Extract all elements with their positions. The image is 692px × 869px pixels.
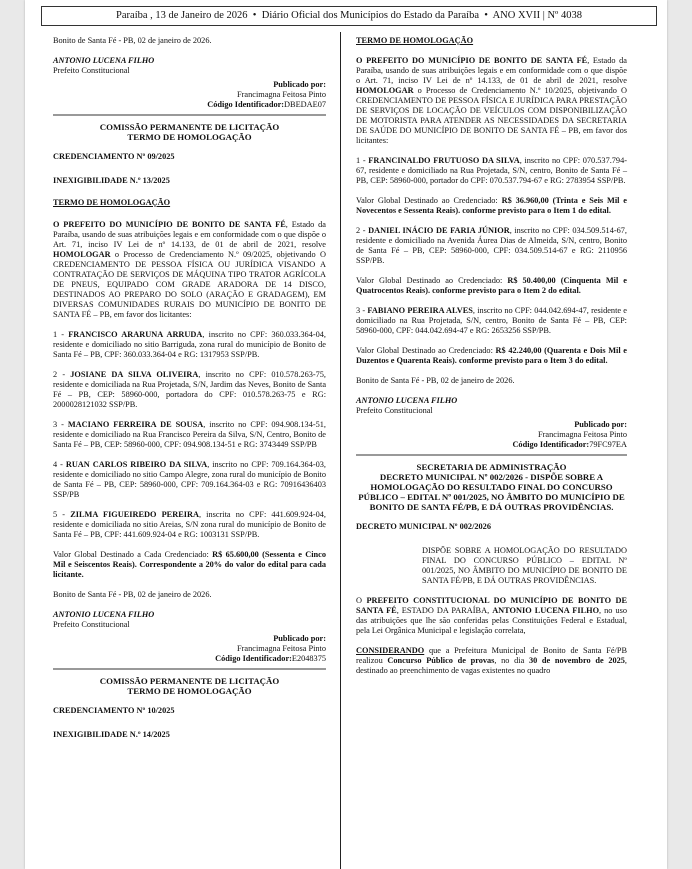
commission-title: COMISSÃO PERMANENTE DE LICITAÇÃO — [99, 676, 280, 686]
header-publication: Diário Oficial dos Municípios do Estado da Paraíba — [261, 10, 479, 21]
intro-date: Bonito de Santa Fé - PB, 02 de janeiro de 2026. — [53, 36, 212, 45]
signer-name: ANTONIO LUCENA FILHO — [53, 610, 155, 619]
valor-global: Valor Global Destinado a Cada Credenciado: R$ 65.600,00 (Sessenta e Cinco Mil e Seiscentos Reais). Correspondente a 20% do valor do edital para cada licitante. — [53, 550, 326, 579]
inexigibilidade-number: INEXIGIBILIDADE N.º 13/2025 — [53, 176, 170, 185]
published-by-label: Publicado por: — [574, 420, 627, 429]
header-city-date: Paraíba , 13 de Janeiro de 2026 — [116, 10, 248, 21]
signer-name: ANTONIO LUCENA FILHO — [53, 56, 155, 65]
code-label: Código Identificador: — [215, 654, 292, 663]
secretaria-title: SECRETARIA DE ADMINISTRAÇÃO — [416, 462, 567, 472]
commission-title: COMISSÃO PERMANENTE DE LICITAÇÃO — [99, 122, 280, 132]
code-value: 79FC97EA — [589, 440, 627, 449]
decreto-title: DECRETO MUNICIPAL Nº 002/2026 - DISPÕE SOBRE A HOMOLOGAÇÃO DO RESULTADO FINAL DO CONCURSO PÚBLICO – EDITAL Nº 001/2025, NO ÂMBITO DO MUNICÍPIO DE BONITO DE SANTA FÉ/PB, E DÁ OUTRAS PROVIDÊNCIAS. — [358, 472, 625, 512]
publisher-name: Francimagna Feitosa Pinto — [237, 644, 326, 653]
termo-title: TERMO DE HOMOLOGAÇÃO — [127, 132, 252, 142]
published-by-label: Publicado por: — [273, 634, 326, 643]
publisher-name: Francimagna Feitosa Pinto — [538, 430, 627, 439]
column-divider — [340, 32, 341, 869]
left-column — [53, 36, 326, 750]
header-edition: ANO XVII | Nº 4038 — [492, 10, 582, 21]
credenciado-item: 3 - FABIANO PEREIRA ALVES, inscrito no CPF: 044.042.694-47, residente e domiciliado na Rua Projetada, S/N, centro, Bonito de Santa Fé – PB, CEP: 58960-000, CPF: 044.042.694-47 e RG: 2653256 SSP/PB. — [356, 306, 627, 335]
right-column — [356, 36, 627, 686]
valor-global: Valor Global Destinado ao Credenciado: R$ 42.240,00 (Quarenta e Dois Mil e Duzentos e Quarenta Reais). conforme previsto para o Item 3 do edital. — [356, 346, 627, 365]
termo-heading: TERMO DE HOMOLOGAÇÃO — [53, 198, 171, 207]
signer-name: ANTONIO LUCENA FILHO — [356, 396, 458, 405]
date-line: Bonito de Santa Fé - PB, 02 de janeiro de 2026. — [356, 376, 515, 385]
homologation-body: O PREFEITO DO MUNICÍPIO DE BONITO DE SANTA FÉ, Estado da Paraíba, usando de suas atribuições legais e em conformidade com o que dispõe o Art. 71, inciso IV Lei de nº 14.133, de 01 de abril de 2021, resolve HOMOLOGAR o Processo de Credenciamento N.º 10/2025, objetivando O CREDENCIAMENTO DE PESSOA FÍSICA E JURÍDICA PARA PRESTAÇÃO DE SERVIÇOS DE LOCAÇÃO DE VEÍCULOS COM DISPONIBILIZAÇÃO DE MOTORISTA PARA ATENDER AS NECESSIDADES DA SECRETARIA DE SAÚDE DO MUNICÍPIO DE BONITO DE SANTA FÉ – PB, em favor dos licitantes: — [356, 56, 627, 145]
published-by-label: Publicado por: — [273, 80, 326, 89]
credenciamento-number: CREDENCIAMENTO Nº 10/2025 — [53, 706, 175, 715]
section-separator — [356, 454, 627, 456]
credenciamento-number: CREDENCIAMENTO Nº 09/2025 — [53, 152, 175, 161]
signature-block-1 — [53, 56, 326, 110]
section-separator — [53, 114, 326, 116]
newspaper-page — [25, 0, 667, 869]
signature-block-2 — [53, 610, 326, 664]
publisher-name: Francimagna Feitosa Pinto — [237, 90, 326, 99]
signature-block-3 — [356, 396, 627, 450]
code-label: Código Identificador: — [512, 440, 590, 449]
licitante-item: 4 - RUAN CARLOS RIBEIRO DA SILVA, inscrito no CPF: 709.164.364-03, residente e domiciliado no sitio Campo Alegre, zona rural do município de Bonito de Santa Fé – PB, CEP: 58960-000, CPF: 709.164.364-03 e RG: 70916436403 SSP/PB — [53, 460, 326, 499]
prefeito-paragraph: O PREFEITO CONSTITUCIONAL DO MUNICÍPIO DE BONITO DE SANTA FÉ, ESTADO DA PARAÍBA, ANTONIO LUCENA FILHO, no uso das atribuições que lhe são conferidas pelas Constituições Federal e Estadual, pela Lei Orgânica Municipal e legislação correlata, — [356, 596, 627, 635]
signer-role: Prefeito Constitucional — [53, 620, 130, 629]
section-separator — [53, 668, 326, 670]
code-label: Código Identificador: — [207, 100, 285, 109]
signer-role: Prefeito Constitucional — [356, 406, 433, 415]
licitante-item: 1 - FRANCISCO ARARUNA ARRUDA, inscrito no CPF: 360.033.364-04, residente e domiciliado no sitio Barriguda, zona rural do município de Bonito de Santa Fé – PB, CPF: 360.033.364-04 e RG: 1317953 SSP/PB. — [53, 330, 326, 359]
licitante-item: 3 - MACIANO FERREIRA DE SOUSA, inscrito no CPF: 094.908.134-51, residente e domiciliado na Rua Francisco Pereira da Silva, S/N, Centro, Bonito de Santa Fé – PB, CEP: 58960-000, CPF: 094.908.134-51 e RG: 3743449 SSP/PB — [53, 420, 326, 449]
termo-title: TERMO DE HOMOLOGAÇÃO — [127, 686, 252, 696]
code-value: E2048375 — [291, 654, 326, 663]
valor-global: Valor Global Destinado ao Credenciado: R$ 50.400,00 (Cinquenta Mil e Quatrocentos Reais). conforme previsto para o Item 2 do edital. — [356, 276, 627, 295]
considerando-paragraph: CONSIDERANDO que a Prefeitura Municipal de Bonito de Santa Fé/PB realizou Concurso Público de provas, no dia 30 de novembro de 2025, destinado ao preenchimento de vagas existentes no quadro — [356, 646, 627, 675]
valor-global: Valor Global Destinado ao Credenciado: R$ 36.960,00 (Trinta e Seis Mil e Novecentos e Sessenta Reais). conforme previsto para o Item 1 do edital. — [356, 196, 627, 215]
termo-heading: TERMO DE HOMOLOGAÇÃO — [356, 36, 474, 45]
credenciado-item: 2 - DANIEL INÁCIO DE FARIA JÚNIOR, inscrito no CPF: 034.509.514-67, residente e domiciliado na Avenida Áurea Dias de Almeida, S/N, centro, Bonito de Santa Fé – PB, CEP: 58960-000, CPF: 034.509.514-67 e RG: 2110956 SSP/PB. — [356, 226, 627, 265]
licitante-item: 2 - JOSIANE DA SILVA OLIVEIRA, inscrito no CPF: 010.578.263-75, residente e domiciliada na Rua Projetada, S/N, Jardim das Neves, Bonito de Santa Fé – PB, CEP: 58960-000, portadora do CPF: 010.578.263-75 e RG: 2000028121032 SSP/PB. — [53, 370, 327, 409]
code-value: DBEDAE07 — [284, 100, 326, 109]
decreto-heading: DECRETO MUNICIPAL Nº 002/2026 — [356, 522, 491, 531]
signer-role: Prefeito Constitucional — [53, 66, 130, 75]
decreto-ementa: DISPÕE SOBRE A HOMOLOGAÇÃO DO RESULTADO FINAL DO CONCURSO PÚBLICO – EDITAL Nº 001/2025, NO ÂMBITO DO MUNICÍPIO DE BONITO DE SANTA FÉ/PB, E DÁ OUTRAS PROVIDÊNCIAS. — [422, 546, 627, 585]
credenciado-item: 1 - FRANCINALDO FRUTUOSO DA SILVA, inscrito no CPF: 070.537.794-67, residente e domiciliado na Rua Projetada, S/N, centro, Bonito de Santa Fé – PB, CEP: 58960-000, portador do CPF: 070.537.794-67 e RG: 2783954 SSP/PB. — [356, 156, 627, 185]
homologation-body: O PREFEITO DO MUNICÍPIO DE BONITO DE SANTA FÉ, Estado da Paraíba, usando de suas atribuições legais e em conformidade com o que dispõe o Art. 71, inciso IV Lei de nº 14.133, de 01 de abril de 2021, resolve HOMOLOGAR o Processo de Credenciamento N.º 09/2025, objetivando O CREDENCIAMENTO DE PESSOA FÍSICA OU JURÍDICA VISANDO A CONTRATAÇÃO DE SERVIÇOS DE MÁQUINA TIPO TRATOR AGRÍCOLA DE PNEUS, EQUIPADO COM GRADE ARADORA DE 14 DISCO, DESTINADOS AO PREPARO DO SOLO (ARAÇÃO E GRADAGEM), EM DIVERSAS COMUNIDADES RURAIS DO MUNICÍPIO DE BONITO DE SANTA FÉ – PB, em favor dos licitantes: — [53, 220, 326, 319]
inexigibilidade-number: INEXIGIBILIDADE N.º 14/2025 — [53, 730, 170, 739]
date-line: Bonito de Santa Fé - PB, 02 de janeiro de 2026. — [53, 590, 212, 599]
licitante-item: 5 - ZILMA FIGUEIREDO PEREIRA, inscrita no CPF: 441.609.924-04, residente e domiciliada no sitio Areias, S/N zona rural do município de Bonito de Santa Fé – PB, CPF: 441.609.924-04 e RG: 1003131 SSP/PB. — [53, 510, 327, 539]
page-header: Paraíba , 13 de Janeiro de 2026 • Diário Oficial dos Municípios do Estado da Paraíba • ANO XVII | Nº 4038 — [41, 6, 657, 26]
